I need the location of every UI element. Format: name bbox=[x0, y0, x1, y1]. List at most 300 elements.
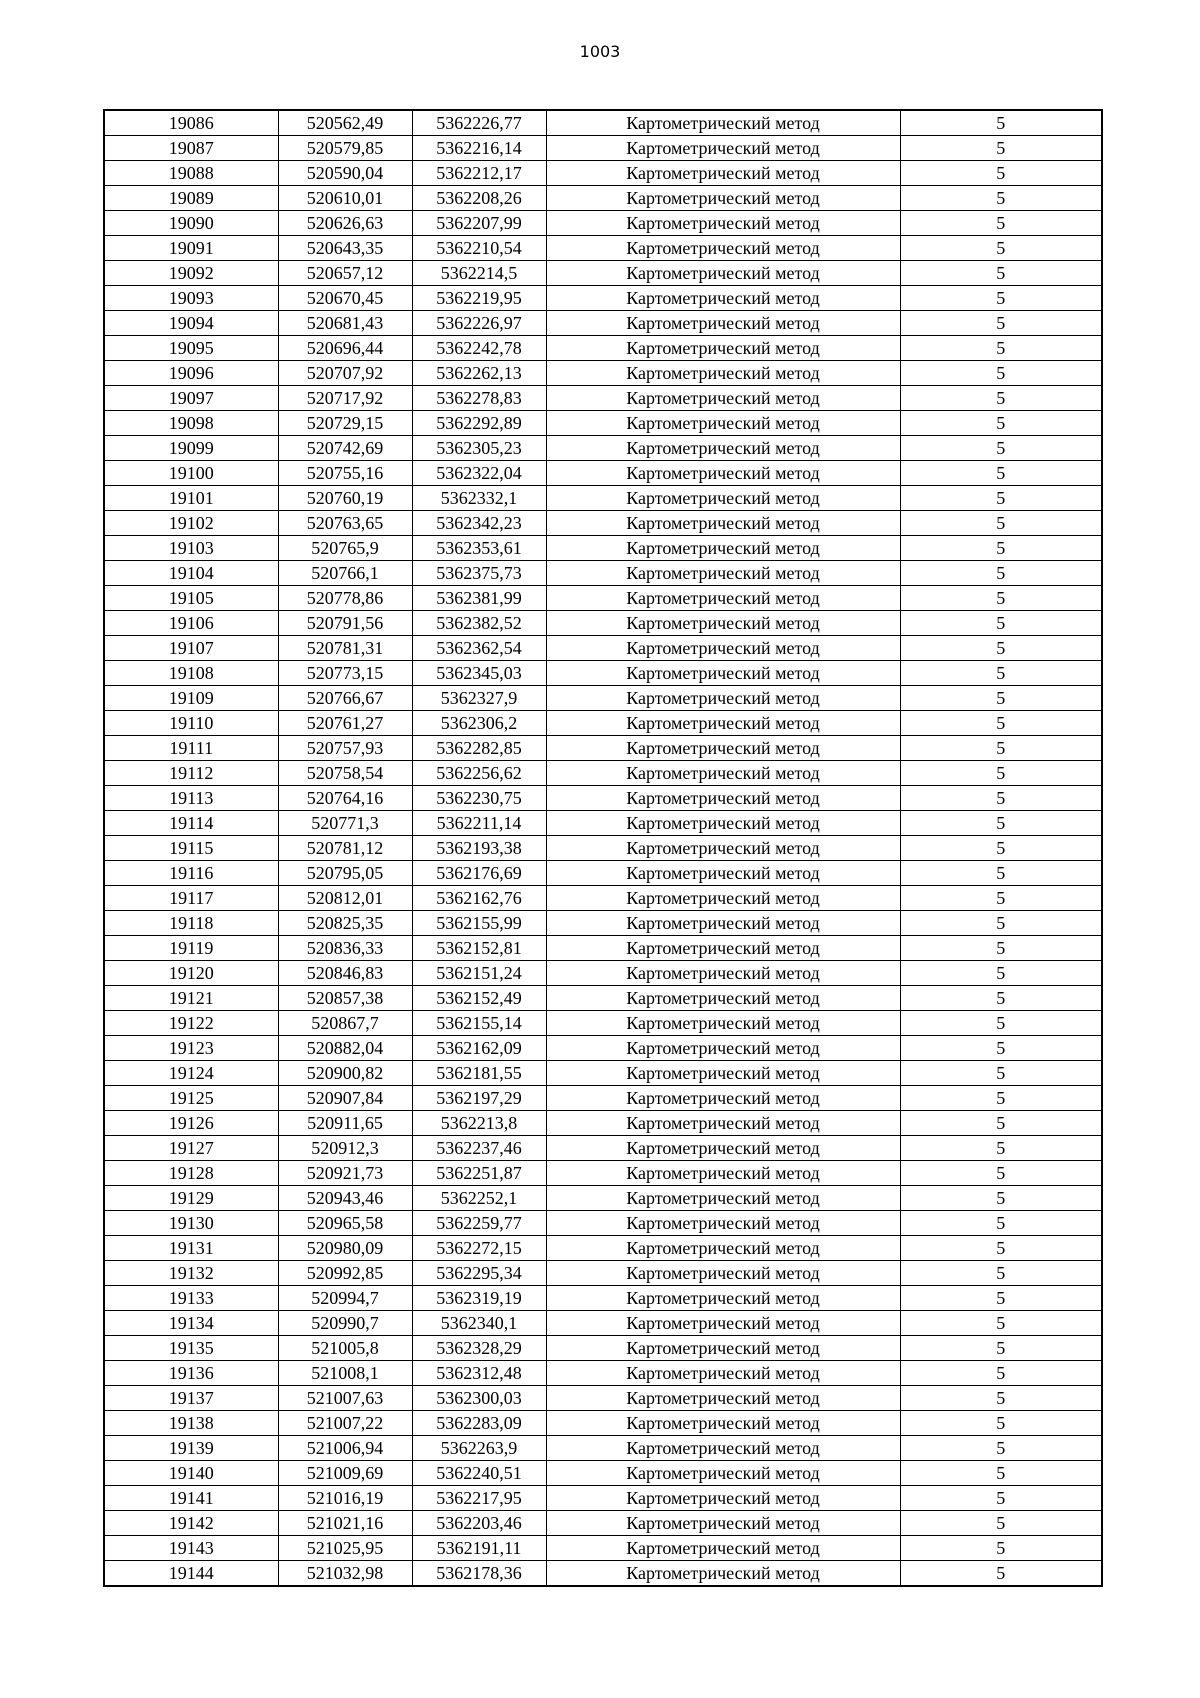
point-number-cell: 19140 bbox=[104, 1461, 278, 1486]
x-coordinate-cell: 520657,12 bbox=[278, 261, 412, 286]
coordinates-table bbox=[103, 109, 1103, 1587]
method-cell: Картометрический метод bbox=[546, 1061, 900, 1086]
method-cell: Картометрический метод bbox=[546, 986, 900, 1011]
x-coordinate-cell: 520795,05 bbox=[278, 861, 412, 886]
y-coordinate-cell: 5362300,03 bbox=[412, 1386, 546, 1411]
point-number-cell: 19117 bbox=[104, 886, 278, 911]
accuracy-cell: 5 bbox=[900, 436, 1102, 461]
point-number-cell: 19115 bbox=[104, 836, 278, 861]
point-number-cell: 19125 bbox=[104, 1086, 278, 1111]
point-number-cell: 19109 bbox=[104, 686, 278, 711]
method-cell: Картометрический метод bbox=[546, 236, 900, 261]
accuracy-cell: 5 bbox=[900, 186, 1102, 211]
table-row bbox=[104, 686, 1102, 711]
y-coordinate-cell: 5362219,95 bbox=[412, 286, 546, 311]
accuracy-cell: 5 bbox=[900, 386, 1102, 411]
method-cell: Картометрический метод bbox=[546, 1411, 900, 1436]
x-coordinate-cell: 521005,8 bbox=[278, 1336, 412, 1361]
table-row bbox=[104, 286, 1102, 311]
table-row bbox=[104, 361, 1102, 386]
y-coordinate-cell: 5362210,54 bbox=[412, 236, 546, 261]
table-row bbox=[104, 536, 1102, 561]
point-number-cell: 19102 bbox=[104, 511, 278, 536]
y-coordinate-cell: 5362152,81 bbox=[412, 936, 546, 961]
table-row bbox=[104, 1011, 1102, 1036]
x-coordinate-cell: 521008,1 bbox=[278, 1361, 412, 1386]
accuracy-cell: 5 bbox=[900, 361, 1102, 386]
table-row bbox=[104, 161, 1102, 186]
x-coordinate-cell: 520707,92 bbox=[278, 361, 412, 386]
point-number-cell: 19112 bbox=[104, 761, 278, 786]
y-coordinate-cell: 5362319,19 bbox=[412, 1286, 546, 1311]
x-coordinate-cell: 520729,15 bbox=[278, 411, 412, 436]
x-coordinate-cell: 520764,16 bbox=[278, 786, 412, 811]
point-number-cell: 19141 bbox=[104, 1486, 278, 1511]
method-cell: Картометрический метод bbox=[546, 761, 900, 786]
point-number-cell: 19142 bbox=[104, 1511, 278, 1536]
y-coordinate-cell: 5362211,14 bbox=[412, 811, 546, 836]
accuracy-cell: 5 bbox=[900, 1186, 1102, 1211]
x-coordinate-cell: 520778,86 bbox=[278, 586, 412, 611]
table-row bbox=[104, 1411, 1102, 1436]
accuracy-cell: 5 bbox=[900, 561, 1102, 586]
point-number-cell: 19113 bbox=[104, 786, 278, 811]
point-number-cell: 19144 bbox=[104, 1561, 278, 1587]
y-coordinate-cell: 5362263,9 bbox=[412, 1436, 546, 1461]
y-coordinate-cell: 5362155,14 bbox=[412, 1011, 546, 1036]
table-row bbox=[104, 211, 1102, 236]
method-cell: Картометрический метод bbox=[546, 1461, 900, 1486]
table-row bbox=[104, 1511, 1102, 1536]
table-row bbox=[104, 586, 1102, 611]
y-coordinate-cell: 5362342,23 bbox=[412, 511, 546, 536]
x-coordinate-cell: 520980,09 bbox=[278, 1236, 412, 1261]
point-number-cell: 19130 bbox=[104, 1211, 278, 1236]
x-coordinate-cell: 520900,82 bbox=[278, 1061, 412, 1086]
x-coordinate-cell: 520643,35 bbox=[278, 236, 412, 261]
x-coordinate-cell: 520626,63 bbox=[278, 211, 412, 236]
point-number-cell: 19116 bbox=[104, 861, 278, 886]
accuracy-cell: 5 bbox=[900, 911, 1102, 936]
x-coordinate-cell: 520766,67 bbox=[278, 686, 412, 711]
table-row bbox=[104, 110, 1102, 136]
table-row bbox=[104, 1261, 1102, 1286]
table-row bbox=[104, 1161, 1102, 1186]
x-coordinate-cell: 520681,43 bbox=[278, 311, 412, 336]
table-row bbox=[104, 261, 1102, 286]
table-row bbox=[104, 1236, 1102, 1261]
x-coordinate-cell: 520907,84 bbox=[278, 1086, 412, 1111]
y-coordinate-cell: 5362162,09 bbox=[412, 1036, 546, 1061]
point-number-cell: 19100 bbox=[104, 461, 278, 486]
accuracy-cell: 5 bbox=[900, 1061, 1102, 1086]
point-number-cell: 19127 bbox=[104, 1136, 278, 1161]
method-cell: Картометрический метод bbox=[546, 336, 900, 361]
x-coordinate-cell: 520760,19 bbox=[278, 486, 412, 511]
y-coordinate-cell: 5362381,99 bbox=[412, 586, 546, 611]
point-number-cell: 19129 bbox=[104, 1186, 278, 1211]
y-coordinate-cell: 5362226,77 bbox=[412, 110, 546, 136]
accuracy-cell: 5 bbox=[900, 1011, 1102, 1036]
point-number-cell: 19119 bbox=[104, 936, 278, 961]
accuracy-cell: 5 bbox=[900, 1536, 1102, 1561]
x-coordinate-cell: 520846,83 bbox=[278, 961, 412, 986]
x-coordinate-cell: 520757,93 bbox=[278, 736, 412, 761]
table-row bbox=[104, 1111, 1102, 1136]
table-row bbox=[104, 511, 1102, 536]
method-cell: Картометрический метод bbox=[546, 811, 900, 836]
y-coordinate-cell: 5362181,55 bbox=[412, 1061, 546, 1086]
y-coordinate-cell: 5362214,5 bbox=[412, 261, 546, 286]
point-number-cell: 19104 bbox=[104, 561, 278, 586]
table-row bbox=[104, 961, 1102, 986]
method-cell: Картометрический метод bbox=[546, 711, 900, 736]
y-coordinate-cell: 5362251,87 bbox=[412, 1161, 546, 1186]
point-number-cell: 19091 bbox=[104, 236, 278, 261]
method-cell: Картометрический метод bbox=[546, 486, 900, 511]
accuracy-cell: 5 bbox=[900, 886, 1102, 911]
table-row bbox=[104, 311, 1102, 336]
point-number-cell: 19111 bbox=[104, 736, 278, 761]
x-coordinate-cell: 520766,1 bbox=[278, 561, 412, 586]
x-coordinate-cell: 520912,3 bbox=[278, 1136, 412, 1161]
x-coordinate-cell: 521007,63 bbox=[278, 1386, 412, 1411]
accuracy-cell: 5 bbox=[900, 1561, 1102, 1587]
point-number-cell: 19088 bbox=[104, 161, 278, 186]
y-coordinate-cell: 5362193,38 bbox=[412, 836, 546, 861]
method-cell: Картометрический метод bbox=[546, 286, 900, 311]
y-coordinate-cell: 5362240,51 bbox=[412, 1461, 546, 1486]
table-row bbox=[104, 136, 1102, 161]
table-row bbox=[104, 986, 1102, 1011]
accuracy-cell: 5 bbox=[900, 961, 1102, 986]
method-cell: Картометрический метод bbox=[546, 1536, 900, 1561]
x-coordinate-cell: 521021,16 bbox=[278, 1511, 412, 1536]
method-cell: Картометрический метод bbox=[546, 1336, 900, 1361]
point-number-cell: 19108 bbox=[104, 661, 278, 686]
method-cell: Картометрический метод bbox=[546, 586, 900, 611]
table-row bbox=[104, 1486, 1102, 1511]
x-coordinate-cell: 520758,54 bbox=[278, 761, 412, 786]
x-coordinate-cell: 521025,95 bbox=[278, 1536, 412, 1561]
table-row bbox=[104, 1336, 1102, 1361]
method-cell: Картометрический метод bbox=[546, 686, 900, 711]
point-number-cell: 19138 bbox=[104, 1411, 278, 1436]
table-row bbox=[104, 386, 1102, 411]
method-cell: Картометрический метод bbox=[546, 611, 900, 636]
table-row bbox=[104, 436, 1102, 461]
method-cell: Картометрический метод bbox=[546, 161, 900, 186]
table-row bbox=[104, 1461, 1102, 1486]
y-coordinate-cell: 5362292,89 bbox=[412, 411, 546, 436]
accuracy-cell: 5 bbox=[900, 1236, 1102, 1261]
method-cell: Картометрический метод bbox=[546, 661, 900, 686]
table-row bbox=[104, 236, 1102, 261]
accuracy-cell: 5 bbox=[900, 311, 1102, 336]
page-number: 1003 bbox=[579, 42, 621, 61]
x-coordinate-cell: 520781,31 bbox=[278, 636, 412, 661]
accuracy-cell: 5 bbox=[900, 411, 1102, 436]
point-number-cell: 19089 bbox=[104, 186, 278, 211]
x-coordinate-cell: 520755,16 bbox=[278, 461, 412, 486]
point-number-cell: 19092 bbox=[104, 261, 278, 286]
point-number-cell: 19131 bbox=[104, 1236, 278, 1261]
method-cell: Картометрический метод bbox=[546, 786, 900, 811]
y-coordinate-cell: 5362327,9 bbox=[412, 686, 546, 711]
x-coordinate-cell: 520943,46 bbox=[278, 1186, 412, 1211]
accuracy-cell: 5 bbox=[900, 1436, 1102, 1461]
accuracy-cell: 5 bbox=[900, 1286, 1102, 1311]
accuracy-cell: 5 bbox=[900, 1161, 1102, 1186]
table-row bbox=[104, 1211, 1102, 1236]
method-cell: Картометрический метод bbox=[546, 186, 900, 211]
table-row bbox=[104, 661, 1102, 686]
accuracy-cell: 5 bbox=[900, 686, 1102, 711]
point-number-cell: 19090 bbox=[104, 211, 278, 236]
table-row bbox=[104, 911, 1102, 936]
point-number-cell: 19132 bbox=[104, 1261, 278, 1286]
x-coordinate-cell: 520990,7 bbox=[278, 1311, 412, 1336]
method-cell: Картометрический метод bbox=[546, 136, 900, 161]
method-cell: Картометрический метод bbox=[546, 1036, 900, 1061]
point-number-cell: 19137 bbox=[104, 1386, 278, 1411]
method-cell: Картометрический метод bbox=[546, 536, 900, 561]
table-row bbox=[104, 1061, 1102, 1086]
y-coordinate-cell: 5362312,48 bbox=[412, 1361, 546, 1386]
y-coordinate-cell: 5362191,11 bbox=[412, 1536, 546, 1561]
y-coordinate-cell: 5362252,1 bbox=[412, 1186, 546, 1211]
point-number-cell: 19123 bbox=[104, 1036, 278, 1061]
x-coordinate-cell: 520911,65 bbox=[278, 1111, 412, 1136]
y-coordinate-cell: 5362203,46 bbox=[412, 1511, 546, 1536]
y-coordinate-cell: 5362305,23 bbox=[412, 436, 546, 461]
accuracy-cell: 5 bbox=[900, 211, 1102, 236]
method-cell: Картометрический метод bbox=[546, 361, 900, 386]
point-number-cell: 19128 bbox=[104, 1161, 278, 1186]
point-number-cell: 19124 bbox=[104, 1061, 278, 1086]
point-number-cell: 19120 bbox=[104, 961, 278, 986]
x-coordinate-cell: 520717,92 bbox=[278, 386, 412, 411]
table-row bbox=[104, 411, 1102, 436]
accuracy-cell: 5 bbox=[900, 161, 1102, 186]
point-number-cell: 19106 bbox=[104, 611, 278, 636]
method-cell: Картометрический метод bbox=[546, 511, 900, 536]
accuracy-cell: 5 bbox=[900, 1361, 1102, 1386]
point-number-cell: 19093 bbox=[104, 286, 278, 311]
method-cell: Картометрический метод bbox=[546, 1161, 900, 1186]
accuracy-cell: 5 bbox=[900, 1136, 1102, 1161]
y-coordinate-cell: 5362295,34 bbox=[412, 1261, 546, 1286]
accuracy-cell: 5 bbox=[900, 936, 1102, 961]
accuracy-cell: 5 bbox=[900, 1511, 1102, 1536]
x-coordinate-cell: 520791,56 bbox=[278, 611, 412, 636]
table-row bbox=[104, 1036, 1102, 1061]
method-cell: Картометрический метод bbox=[546, 961, 900, 986]
point-number-cell: 19105 bbox=[104, 586, 278, 611]
y-coordinate-cell: 5362242,78 bbox=[412, 336, 546, 361]
point-number-cell: 19133 bbox=[104, 1286, 278, 1311]
accuracy-cell: 5 bbox=[900, 461, 1102, 486]
method-cell: Картометрический метод bbox=[546, 1361, 900, 1386]
table-row bbox=[104, 886, 1102, 911]
point-number-cell: 19095 bbox=[104, 336, 278, 361]
accuracy-cell: 5 bbox=[900, 511, 1102, 536]
y-coordinate-cell: 5362217,95 bbox=[412, 1486, 546, 1511]
accuracy-cell: 5 bbox=[900, 736, 1102, 761]
x-coordinate-cell: 521007,22 bbox=[278, 1411, 412, 1436]
accuracy-cell: 5 bbox=[900, 1111, 1102, 1136]
x-coordinate-cell: 520761,27 bbox=[278, 711, 412, 736]
x-coordinate-cell: 520781,12 bbox=[278, 836, 412, 861]
point-number-cell: 19136 bbox=[104, 1361, 278, 1386]
point-number-cell: 19122 bbox=[104, 1011, 278, 1036]
point-number-cell: 19143 bbox=[104, 1536, 278, 1561]
y-coordinate-cell: 5362283,09 bbox=[412, 1411, 546, 1436]
y-coordinate-cell: 5362272,15 bbox=[412, 1236, 546, 1261]
point-number-cell: 19087 bbox=[104, 136, 278, 161]
point-number-cell: 19103 bbox=[104, 536, 278, 561]
point-number-cell: 19099 bbox=[104, 436, 278, 461]
method-cell: Картометрический метод bbox=[546, 261, 900, 286]
table-row bbox=[104, 611, 1102, 636]
table-row bbox=[104, 836, 1102, 861]
table-row bbox=[104, 1561, 1102, 1587]
y-coordinate-cell: 5362340,1 bbox=[412, 1311, 546, 1336]
table-row bbox=[104, 711, 1102, 736]
table-row bbox=[104, 1286, 1102, 1311]
point-number-cell: 19110 bbox=[104, 711, 278, 736]
x-coordinate-cell: 520696,44 bbox=[278, 336, 412, 361]
point-number-cell: 19098 bbox=[104, 411, 278, 436]
table-row bbox=[104, 786, 1102, 811]
table-row bbox=[104, 1136, 1102, 1161]
accuracy-cell: 5 bbox=[900, 711, 1102, 736]
y-coordinate-cell: 5362259,77 bbox=[412, 1211, 546, 1236]
x-coordinate-cell: 520590,04 bbox=[278, 161, 412, 186]
accuracy-cell: 5 bbox=[900, 1386, 1102, 1411]
x-coordinate-cell: 520562,49 bbox=[278, 110, 412, 136]
accuracy-cell: 5 bbox=[900, 536, 1102, 561]
method-cell: Картометрический метод bbox=[546, 311, 900, 336]
table-row bbox=[104, 861, 1102, 886]
x-coordinate-cell: 520812,01 bbox=[278, 886, 412, 911]
x-coordinate-cell: 521032,98 bbox=[278, 1561, 412, 1587]
y-coordinate-cell: 5362322,04 bbox=[412, 461, 546, 486]
accuracy-cell: 5 bbox=[900, 861, 1102, 886]
accuracy-cell: 5 bbox=[900, 486, 1102, 511]
y-coordinate-cell: 5362237,46 bbox=[412, 1136, 546, 1161]
y-coordinate-cell: 5362213,8 bbox=[412, 1111, 546, 1136]
method-cell: Картометрический метод bbox=[546, 411, 900, 436]
table-row bbox=[104, 1086, 1102, 1111]
table-row bbox=[104, 1311, 1102, 1336]
point-number-cell: 19118 bbox=[104, 911, 278, 936]
method-cell: Картометрический метод bbox=[546, 886, 900, 911]
x-coordinate-cell: 520836,33 bbox=[278, 936, 412, 961]
accuracy-cell: 5 bbox=[900, 661, 1102, 686]
point-number-cell: 19086 bbox=[104, 110, 278, 136]
method-cell: Картометрический метод bbox=[546, 110, 900, 136]
y-coordinate-cell: 5362332,1 bbox=[412, 486, 546, 511]
method-cell: Картометрический метод bbox=[546, 211, 900, 236]
x-coordinate-cell: 520882,04 bbox=[278, 1036, 412, 1061]
accuracy-cell: 5 bbox=[900, 1086, 1102, 1111]
table-row bbox=[104, 336, 1102, 361]
method-cell: Картометрический метод bbox=[546, 1211, 900, 1236]
method-cell: Картометрический метод bbox=[546, 1286, 900, 1311]
point-number-cell: 19139 bbox=[104, 1436, 278, 1461]
method-cell: Картометрический метод bbox=[546, 836, 900, 861]
y-coordinate-cell: 5362353,61 bbox=[412, 536, 546, 561]
table-row bbox=[104, 636, 1102, 661]
method-cell: Картометрический метод bbox=[546, 861, 900, 886]
method-cell: Картометрический метод bbox=[546, 1311, 900, 1336]
y-coordinate-cell: 5362306,2 bbox=[412, 711, 546, 736]
point-number-cell: 19101 bbox=[104, 486, 278, 511]
x-coordinate-cell: 520825,35 bbox=[278, 911, 412, 936]
table-row bbox=[104, 811, 1102, 836]
accuracy-cell: 5 bbox=[900, 1261, 1102, 1286]
method-cell: Картометрический метод bbox=[546, 1086, 900, 1111]
method-cell: Картометрический метод bbox=[546, 1261, 900, 1286]
accuracy-cell: 5 bbox=[900, 811, 1102, 836]
accuracy-cell: 5 bbox=[900, 110, 1102, 136]
table-row bbox=[104, 486, 1102, 511]
point-number-cell: 19134 bbox=[104, 1311, 278, 1336]
accuracy-cell: 5 bbox=[900, 336, 1102, 361]
accuracy-cell: 5 bbox=[900, 1211, 1102, 1236]
x-coordinate-cell: 520765,9 bbox=[278, 536, 412, 561]
accuracy-cell: 5 bbox=[900, 611, 1102, 636]
y-coordinate-cell: 5362262,13 bbox=[412, 361, 546, 386]
x-coordinate-cell: 520771,3 bbox=[278, 811, 412, 836]
table-row bbox=[104, 936, 1102, 961]
point-number-cell: 19097 bbox=[104, 386, 278, 411]
method-cell: Картометрический метод bbox=[546, 1011, 900, 1036]
table-row bbox=[104, 561, 1102, 586]
x-coordinate-cell: 520994,7 bbox=[278, 1286, 412, 1311]
x-coordinate-cell: 520857,38 bbox=[278, 986, 412, 1011]
method-cell: Картометрический метод bbox=[546, 1436, 900, 1461]
method-cell: Картометрический метод bbox=[546, 736, 900, 761]
point-number-cell: 19121 bbox=[104, 986, 278, 1011]
accuracy-cell: 5 bbox=[900, 1311, 1102, 1336]
x-coordinate-cell: 520610,01 bbox=[278, 186, 412, 211]
table-row bbox=[104, 461, 1102, 486]
method-cell: Картометрический метод bbox=[546, 386, 900, 411]
y-coordinate-cell: 5362345,03 bbox=[412, 661, 546, 686]
x-coordinate-cell: 520763,65 bbox=[278, 511, 412, 536]
method-cell: Картометрический метод bbox=[546, 936, 900, 961]
table-row bbox=[104, 1536, 1102, 1561]
y-coordinate-cell: 5362282,85 bbox=[412, 736, 546, 761]
y-coordinate-cell: 5362278,83 bbox=[412, 386, 546, 411]
y-coordinate-cell: 5362178,36 bbox=[412, 1561, 546, 1587]
method-cell: Картометрический метод bbox=[546, 1236, 900, 1261]
accuracy-cell: 5 bbox=[900, 1036, 1102, 1061]
method-cell: Картометрический метод bbox=[546, 561, 900, 586]
method-cell: Картометрический метод bbox=[546, 1386, 900, 1411]
point-number-cell: 19096 bbox=[104, 361, 278, 386]
x-coordinate-cell: 520579,85 bbox=[278, 136, 412, 161]
method-cell: Картометрический метод bbox=[546, 1561, 900, 1587]
accuracy-cell: 5 bbox=[900, 761, 1102, 786]
point-number-cell: 19094 bbox=[104, 311, 278, 336]
y-coordinate-cell: 5362162,76 bbox=[412, 886, 546, 911]
x-coordinate-cell: 520670,45 bbox=[278, 286, 412, 311]
y-coordinate-cell: 5362256,62 bbox=[412, 761, 546, 786]
y-coordinate-cell: 5362151,24 bbox=[412, 961, 546, 986]
